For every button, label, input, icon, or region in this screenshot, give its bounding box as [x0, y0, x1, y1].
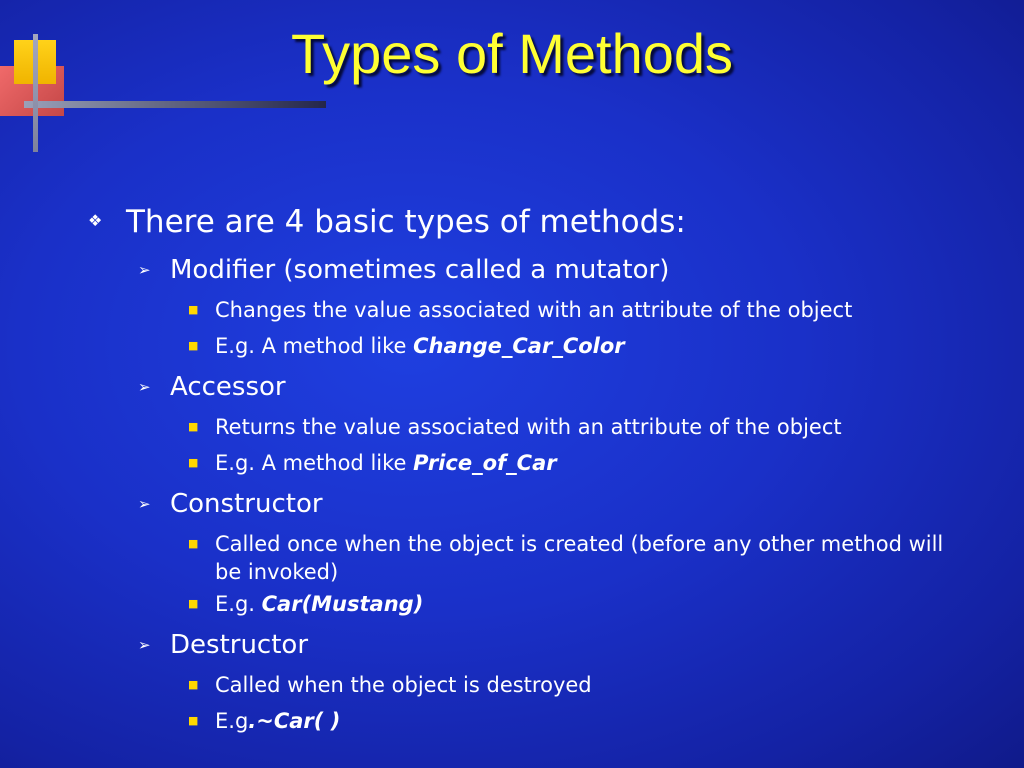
method-detail-text: E.g.~Car( ) [215, 709, 341, 733]
method-example-name: Change_Car_Color [413, 334, 625, 358]
method-detail-text: Called when the object is destroyed [215, 673, 592, 697]
method-type-name: Modifier (sometimes called a mutator) [170, 255, 670, 285]
method-type-name: Accessor [170, 372, 286, 402]
arrowhead-icon: ➢ [138, 378, 151, 396]
method-detail-item [188, 530, 948, 586]
method-detail-item [188, 296, 948, 328]
method-type-group [88, 368, 948, 481]
method-type-group [88, 251, 948, 364]
method-detail-item [188, 707, 948, 739]
method-detail-text: E.g. Car(Mustang) [215, 592, 424, 616]
method-example-name: .~Car( ) [248, 709, 341, 733]
slide-body [88, 200, 948, 743]
main-bullet [88, 200, 948, 249]
method-detail-text: Changes the value associated with an attribute of the object [215, 298, 853, 322]
method-type-item [138, 626, 948, 667]
method-detail-item [188, 413, 948, 445]
main-bullet-text: There are 4 basic types of methods: [126, 204, 686, 240]
method-detail-item [188, 590, 948, 622]
method-detail-item [188, 671, 948, 703]
method-type-name: Constructor [170, 489, 323, 519]
slide-title: Types of Methods [290, 22, 733, 85]
method-type-name: Destructor [170, 630, 309, 660]
square-icon: ■ [188, 597, 199, 610]
logo-horizontal-bar [24, 101, 326, 108]
square-icon: ■ [188, 456, 199, 469]
method-type-group [88, 485, 948, 622]
square-icon: ■ [188, 303, 199, 316]
method-type-item [138, 251, 948, 292]
method-detail-item [188, 332, 948, 364]
diamond-cluster-icon: ❖ [88, 211, 103, 230]
method-detail-text: Called once when the object is created (before any other method will be invoked) [215, 532, 944, 584]
method-example-name: Car(Mustang) [261, 592, 424, 616]
square-icon: ■ [188, 678, 199, 691]
method-type-item [138, 485, 948, 526]
arrowhead-icon: ➢ [138, 261, 151, 279]
arrowhead-icon: ➢ [138, 495, 151, 513]
method-detail-text: E.g. A method like Price_of_Car [215, 451, 557, 475]
square-icon: ■ [188, 714, 199, 727]
arrowhead-icon: ➢ [138, 636, 151, 654]
square-icon: ■ [188, 420, 199, 433]
square-icon: ■ [188, 339, 199, 352]
method-example-name: Price_of_Car [413, 451, 557, 475]
method-detail-text: Returns the value associated with an attribute of the object [215, 415, 842, 439]
method-detail-item [188, 449, 948, 481]
square-icon: ■ [188, 537, 199, 550]
method-type-item [138, 368, 948, 409]
method-type-group [88, 626, 948, 739]
method-detail-text: E.g. A method like Change_Car_Color [215, 334, 625, 358]
